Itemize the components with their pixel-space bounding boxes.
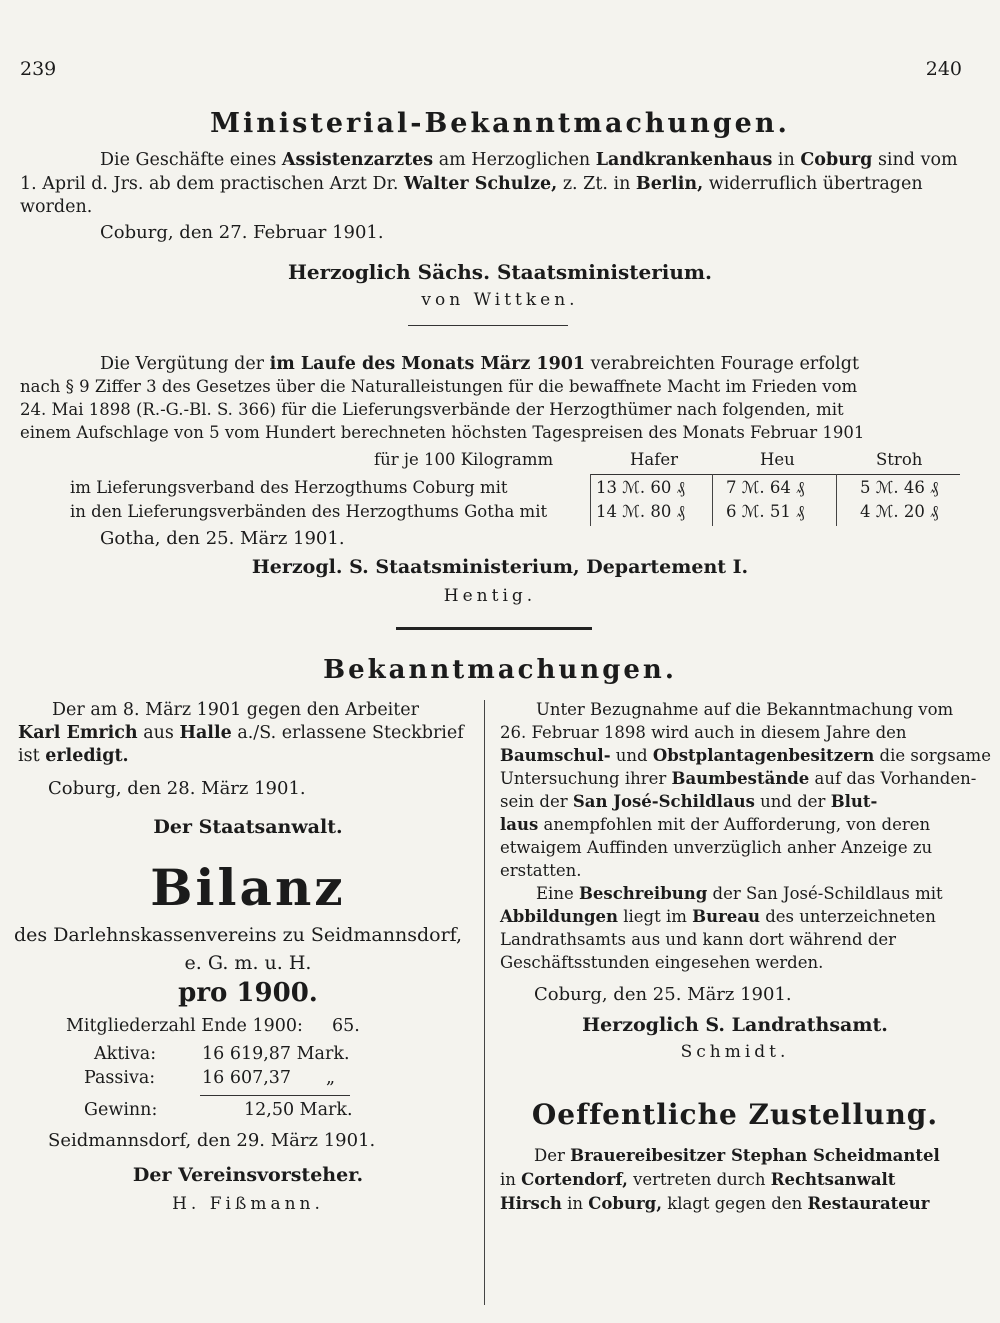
notice2-line3: 24. Mai 1898 (R.-G.-Bl. S. 366) für die Lieferungsverbände der Herzogthümer nach folgenden, mit <box>20 400 844 419</box>
notice2-authority: Herzogl. S. Staatsministerium, Departement I. <box>251 556 749 578</box>
passiva-value: 16 607,37 <box>202 1068 292 1088</box>
table-row-label: im Lieferungsverband des Herzogthums Coburg mit <box>70 478 508 497</box>
table-row-label: in den Lieferungsverbänden des Herzogthums Gotha mit <box>70 502 548 521</box>
table-cell-hafer: 13 ℳ. 60 ₰ <box>596 478 685 497</box>
members-value: 65. <box>332 1016 360 1036</box>
zustellung-line1: Der Brauereibesitzer Stephan Scheidmantel <box>534 1146 940 1165</box>
steckbrief-authority: Der Staatsanwalt. <box>153 816 343 838</box>
aktiva-value: 16 619,87 Mark. <box>202 1044 350 1064</box>
steckbrief-line2: Karl Emrich aus Halle a./S. erlassene Steckbrief <box>18 723 464 743</box>
table-column-rule <box>712 474 713 526</box>
table-cell-stroh: 5 ℳ. 46 ₰ <box>860 478 939 497</box>
sanjose-line10: Abbildungen liegt im Bureau des unterzeichneten <box>500 907 936 926</box>
notice1-line1: Die Geschäfte eines Assistenzarztes am Herzoglichen Landkrankenhaus in Coburg sind vom <box>100 150 958 170</box>
page-number-left: 239 <box>20 58 57 80</box>
bilanz-signature: H. Fißmann. <box>172 1194 324 1214</box>
sanjose-line3: Baumschul- und Obstplantagenbesitzern die sorgsame <box>500 746 991 765</box>
table-header-rule <box>590 474 960 475</box>
bilanz-authority: Der Vereinsvorsteher. <box>132 1164 364 1186</box>
notice2-line2: nach § 9 Ziffer 3 des Gesetzes über die Naturalleistungen für die bewaffnete Macht im Frieden vom <box>20 377 858 396</box>
notice1-signature: von Wittken. <box>421 290 579 310</box>
section-divider <box>396 627 592 630</box>
gewinn-label: Gewinn: <box>84 1100 158 1120</box>
sanjose-line11: Landrathsamts aus und kann dort während der <box>500 930 896 949</box>
table-cell-stroh: 4 ℳ. 20 ₰ <box>860 502 939 521</box>
bilanz-title: Bilanz <box>150 858 346 917</box>
passiva-unit: „ <box>326 1068 336 1088</box>
table-column-rule <box>590 474 591 526</box>
steckbrief-place-date: Coburg, den 28. März 1901. <box>48 778 306 799</box>
members-label: Mitgliederzahl Ende 1900: <box>66 1016 303 1036</box>
table-cell-heu: 6 ℳ. 51 ₰ <box>726 502 805 521</box>
sum-rule <box>200 1095 350 1096</box>
passiva-label: Passiva: <box>84 1068 156 1088</box>
table-cell-hafer: 14 ℳ. 80 ₰ <box>596 502 685 521</box>
zustellung-line2: in Cortendorf, vertreten durch Rechtsanwalt <box>500 1170 896 1189</box>
table-header-hafer: Hafer <box>630 450 678 469</box>
table-header-unit: für je 100 Kilogramm <box>374 450 554 469</box>
ministerial-title: Ministerial-Bekanntmachungen. <box>210 108 790 139</box>
sanjose-line8: erstatten. <box>500 861 582 880</box>
bilanz-line3: pro 1900. <box>178 978 318 1008</box>
sanjose-authority: Herzoglich S. Landrathsamt. <box>582 1014 888 1036</box>
zustellung-title: Oeffentliche Zustellung. <box>531 1098 939 1131</box>
notice2-signature: Hentig. <box>443 586 537 606</box>
table-header-stroh: Stroh <box>876 450 923 469</box>
sanjose-signature: Schmidt. <box>680 1042 790 1062</box>
bilanz-place-date: Seidmannsdorf, den 29. März 1901. <box>48 1130 376 1151</box>
gewinn-value: 12,50 Mark. <box>244 1100 353 1120</box>
notice1-place-date: Coburg, den 27. Februar 1901. <box>100 222 384 243</box>
sanjose-line1: Unter Bezugnahme auf die Bekanntmachung vom <box>536 700 954 719</box>
page-number-right: 240 <box>925 58 962 80</box>
sanjose-place-date: Coburg, den 25. März 1901. <box>534 984 792 1005</box>
notice1-line2: 1. April d. Jrs. ab dem practischen Arzt Dr. Walter Schulze, z. Zt. in Berlin, widerruflich übertragen <box>20 174 923 194</box>
notice2-place-date: Gotha, den 25. März 1901. <box>100 528 345 549</box>
divider <box>408 325 568 326</box>
sanjose-line5: sein der San José-Schildlaus und der Blut- <box>500 792 878 811</box>
notice1-authority: Herzoglich Sächs. Staatsministerium. <box>287 260 713 284</box>
sanjose-line12: Geschäftsstunden eingesehen werden. <box>500 953 824 972</box>
sanjose-line6: laus anempfohlen mit der Aufforderung, von deren <box>500 815 931 834</box>
zustellung-line3: Hirsch in Coburg, klagt gegen den Restaurateur <box>500 1194 930 1213</box>
table-header-heu: Heu <box>760 450 795 469</box>
column-divider <box>484 700 485 1305</box>
notice2-line4: einem Aufschlage von 5 vom Hundert berechneten höchsten Tagespreisen des Monats Februar 1901 <box>20 423 865 442</box>
bekanntmachungen-title: Bekanntmachungen. <box>323 655 677 685</box>
table-cell-heu: 7 ℳ. 64 ₰ <box>726 478 805 497</box>
table-column-rule <box>836 474 837 526</box>
bilanz-line2: e. G. m. u. H. <box>184 952 312 974</box>
steckbrief-line3: ist erledigt. <box>18 746 129 766</box>
sanjose-line7: etwaigem Auffinden unverzüglich anher Anzeige zu <box>500 838 933 857</box>
sanjose-line2: 26. Februar 1898 wird auch in diesem Jahre den <box>500 723 907 742</box>
notice1-line3: worden. <box>20 197 93 217</box>
bilanz-line1: des Darlehnskassenvereins zu Seidmannsdorf, <box>14 924 463 946</box>
steckbrief-line1: Der am 8. März 1901 gegen den Arbeiter <box>52 700 420 720</box>
sanjose-line9: Eine Beschreibung der San José-Schildlaus mit <box>536 884 943 903</box>
aktiva-label: Aktiva: <box>94 1044 157 1064</box>
sanjose-line4: Untersuchung ihrer Baumbestände auf das Vorhanden- <box>500 769 977 788</box>
notice2-line1: Die Vergütung der im Laufe des Monats März 1901 verabreichten Fourage erfolgt <box>100 354 860 374</box>
